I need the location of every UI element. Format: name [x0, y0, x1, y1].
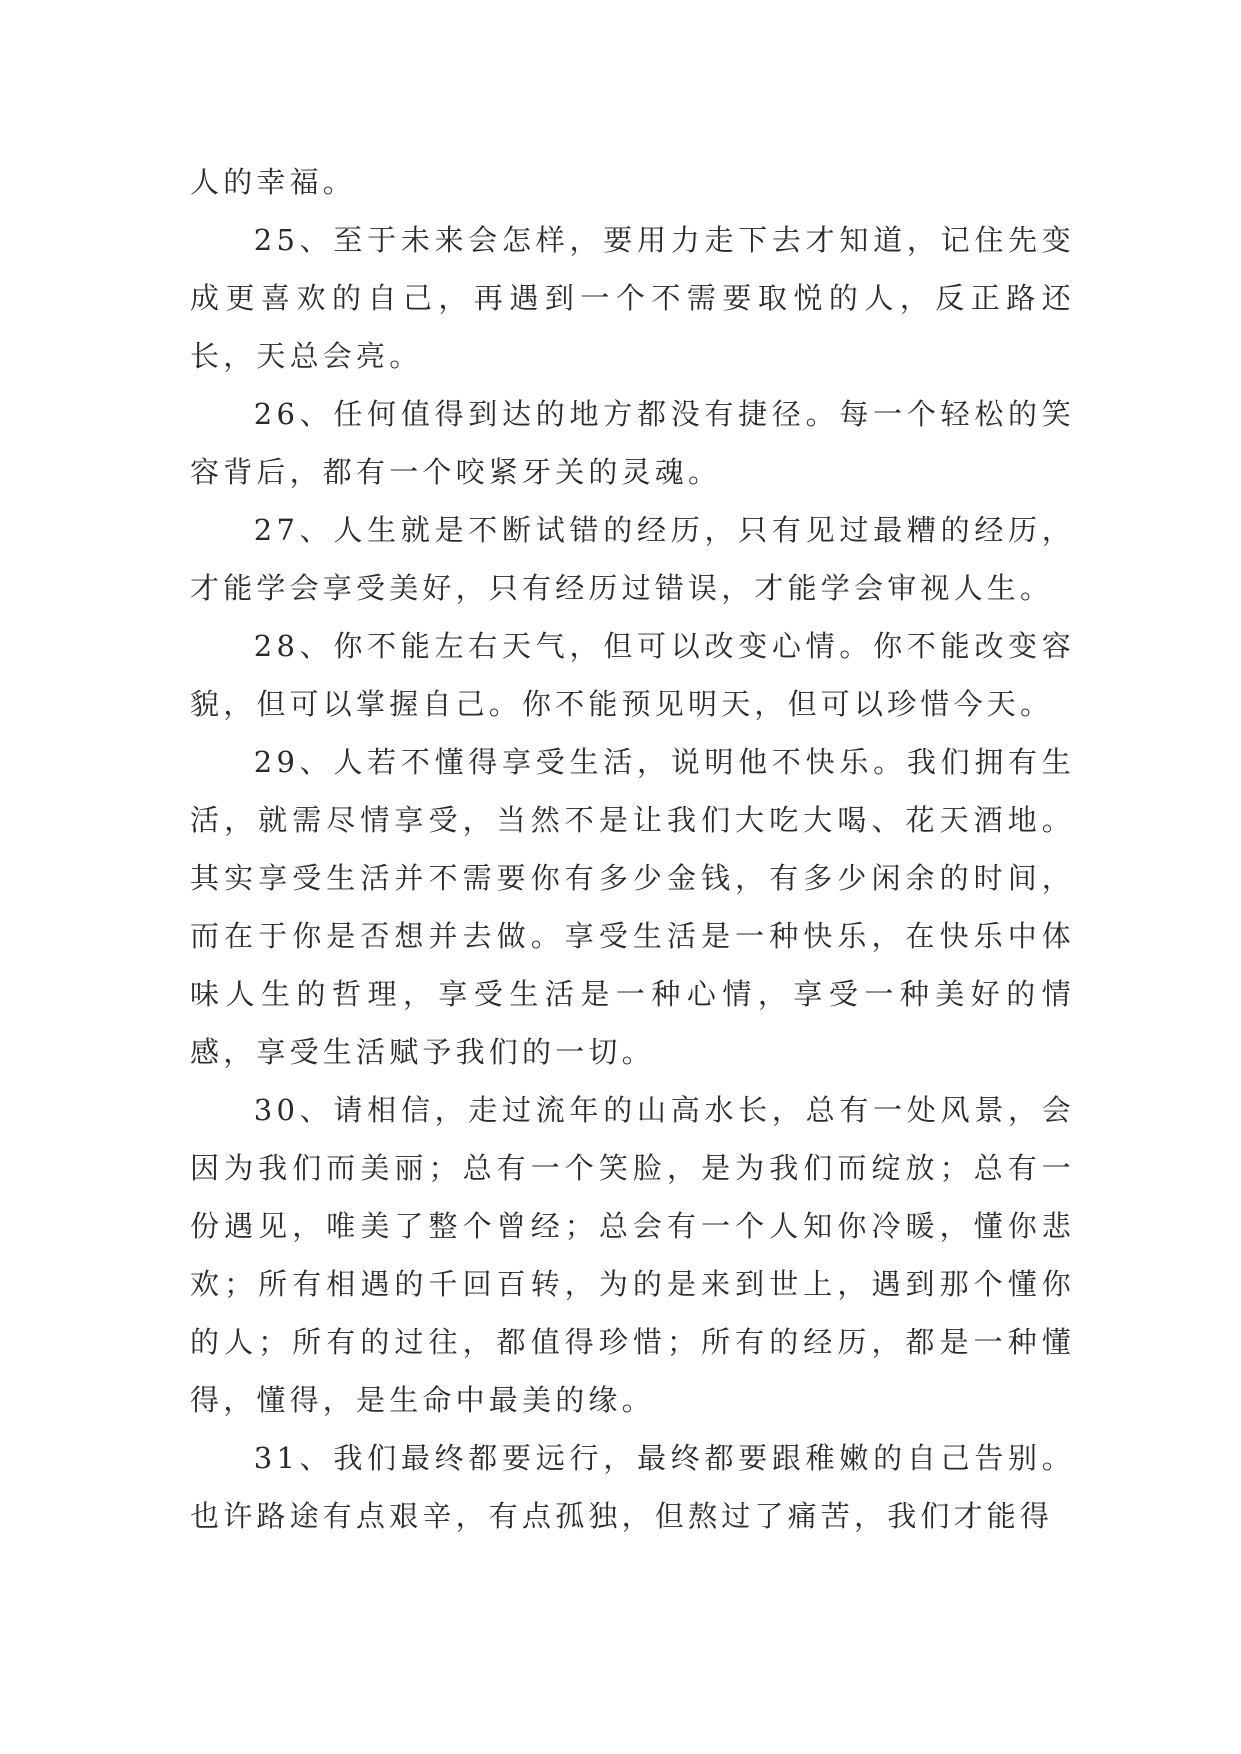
- paragraph-item-27: 27、人生就是不断试错的经历，只有见过最糟的经历，才能学会享受美好，只有经历过错误，才能学会审视人生。: [190, 513, 1075, 605]
- paragraph-continuation: 人的幸福。: [190, 165, 357, 199]
- paragraph-item-25: 25、至于未来会怎样，要用力走下去才知道，记住先变成更喜欢的自己，再遇到一个不需要取悦的人，反正路还长，天总会亮。: [190, 223, 1075, 373]
- paragraph-item-26: 26、任何值得到达的地方都没有捷径。每一个轻松的笑容背后，都有一个咬紧牙关的灵魂。: [190, 397, 1075, 489]
- paragraph-item-28: 28、你不能左右天气，但可以改变心情。你不能改变容貌，但可以掌握自己。你不能预见明天，但可以珍惜今天。: [190, 629, 1075, 721]
- paragraph-item-30: 30、请相信，走过流年的山高水长，总有一处风景，会因为我们而美丽；总有一个笑脸，是为我们而绽放；总有一份遇见，唯美了整个曾经；总会有一个人知你冷暖，懂你悲欢；所有相遇的千回百转，为的是来到世上，遇到那个懂你的人；所有的过往，都值得珍惜；所有的经历，都是一种懂得，懂得，是生命中最美的缘。: [190, 1093, 1075, 1417]
- document-body: [190, 153, 1075, 1545]
- paragraph-item-29: 29、人若不懂得享受生活，说明他不快乐。我们拥有生活，就需尽情享受，当然不是让我们大吃大喝、花天酒地。其实享受生活并不需要你有多少金钱，有多少闲余的时间，而在于你是否想并去做。享受生活是一种快乐，在快乐中体味人生的哲理，享受生活是一种心情，享受一种美好的情感，享受生活赋予我们的一切。: [190, 745, 1075, 1069]
- paragraph-item-31: 31、我们最终都要远行，最终都要跟稚嫩的自己告别。也许路途有点艰辛，有点孤独，但熬过了痛苦，我们才能得: [190, 1441, 1075, 1533]
